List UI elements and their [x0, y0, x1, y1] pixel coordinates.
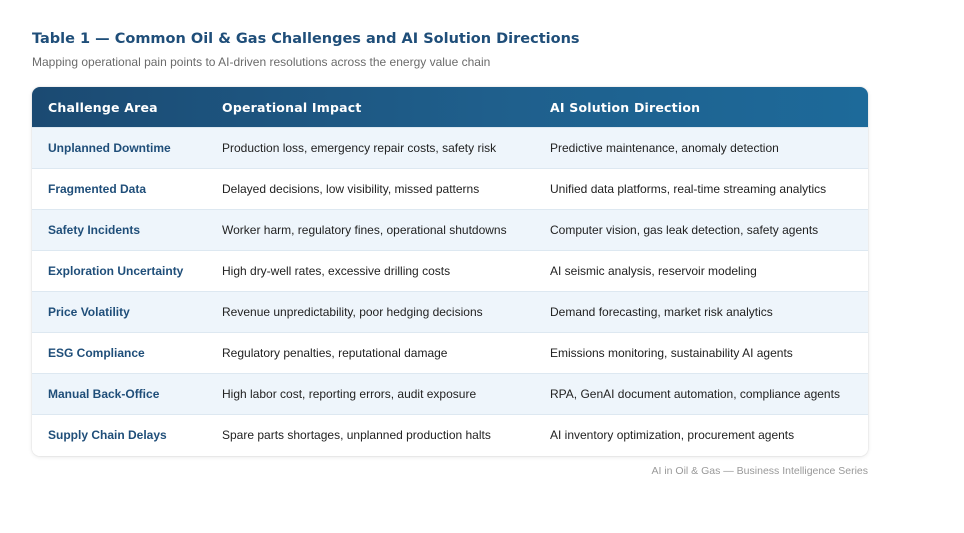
operational-impact-cell: Revenue unpredictability, poor hedging decisions: [206, 292, 534, 333]
operational-impact-cell: Delayed decisions, low visibility, missed patterns: [206, 169, 534, 210]
challenge-area-cell: Exploration Uncertainty: [32, 251, 206, 292]
series-footer: AI in Oil & Gas — Business Intelligence Series: [651, 465, 868, 477]
challenges-table: [32, 87, 868, 456]
table-subtitle: Mapping operational pain points to AI-driven resolutions across the energy value chain: [32, 55, 491, 69]
challenge-area-cell: ESG Compliance: [32, 333, 206, 374]
challenge-area-cell: Price Volatility: [32, 292, 206, 333]
header-operational-impact: Operational Impact: [222, 99, 362, 115]
operational-impact-cell: Spare parts shortages, unplanned production halts: [206, 415, 534, 456]
table-row: [32, 333, 868, 374]
operational-impact-cell: Regulatory penalties, reputational damage: [206, 333, 534, 374]
operational-impact-cell: Worker harm, regulatory fines, operational shutdowns: [206, 210, 534, 251]
challenge-area-cell: Fragmented Data: [32, 169, 206, 210]
operational-impact-cell: Production loss, emergency repair costs, safety risk: [206, 128, 534, 169]
operational-impact-cell: High dry-well rates, excessive drilling costs: [206, 251, 534, 292]
operational-impact-cell: High labor cost, reporting errors, audit exposure: [206, 374, 534, 415]
ai-solution-cell: AI inventory optimization, procurement agents: [534, 415, 868, 456]
table-header: [32, 87, 868, 128]
challenge-area-cell: Safety Incidents: [32, 210, 206, 251]
ai-solution-cell: Unified data platforms, real-time streaming analytics: [534, 169, 868, 210]
table-title: Table 1 — Common Oil & Gas Challenges and AI Solution Directions: [32, 31, 580, 47]
ai-solution-cell: AI seismic analysis, reservoir modeling: [534, 251, 868, 292]
challenge-area-cell: Unplanned Downtime: [32, 128, 206, 169]
ai-solution-cell: Computer vision, gas leak detection, safety agents: [534, 210, 868, 251]
challenges-table-container: [32, 87, 868, 456]
ai-solution-cell: Predictive maintenance, anomaly detection: [534, 128, 868, 169]
ai-solution-cell: Emissions monitoring, sustainability AI agents: [534, 333, 868, 374]
header-ai-solution-direction: AI Solution Direction: [550, 99, 701, 115]
table-row: [32, 128, 868, 169]
table-body: [32, 128, 868, 456]
table-row: [32, 210, 868, 251]
challenge-area-cell: Supply Chain Delays: [32, 415, 206, 456]
challenge-area-cell: Manual Back-Office: [32, 374, 206, 415]
ai-solution-cell: Demand forecasting, market risk analytics: [534, 292, 868, 333]
table-row: [32, 374, 868, 415]
table-row: [32, 292, 868, 333]
header-challenge-area: Challenge Area: [48, 99, 158, 115]
table-row: [32, 251, 868, 292]
table-row: [32, 169, 868, 210]
table-row: [32, 415, 868, 456]
ai-solution-cell: RPA, GenAI document automation, compliance agents: [534, 374, 868, 415]
header-row: [32, 87, 868, 128]
